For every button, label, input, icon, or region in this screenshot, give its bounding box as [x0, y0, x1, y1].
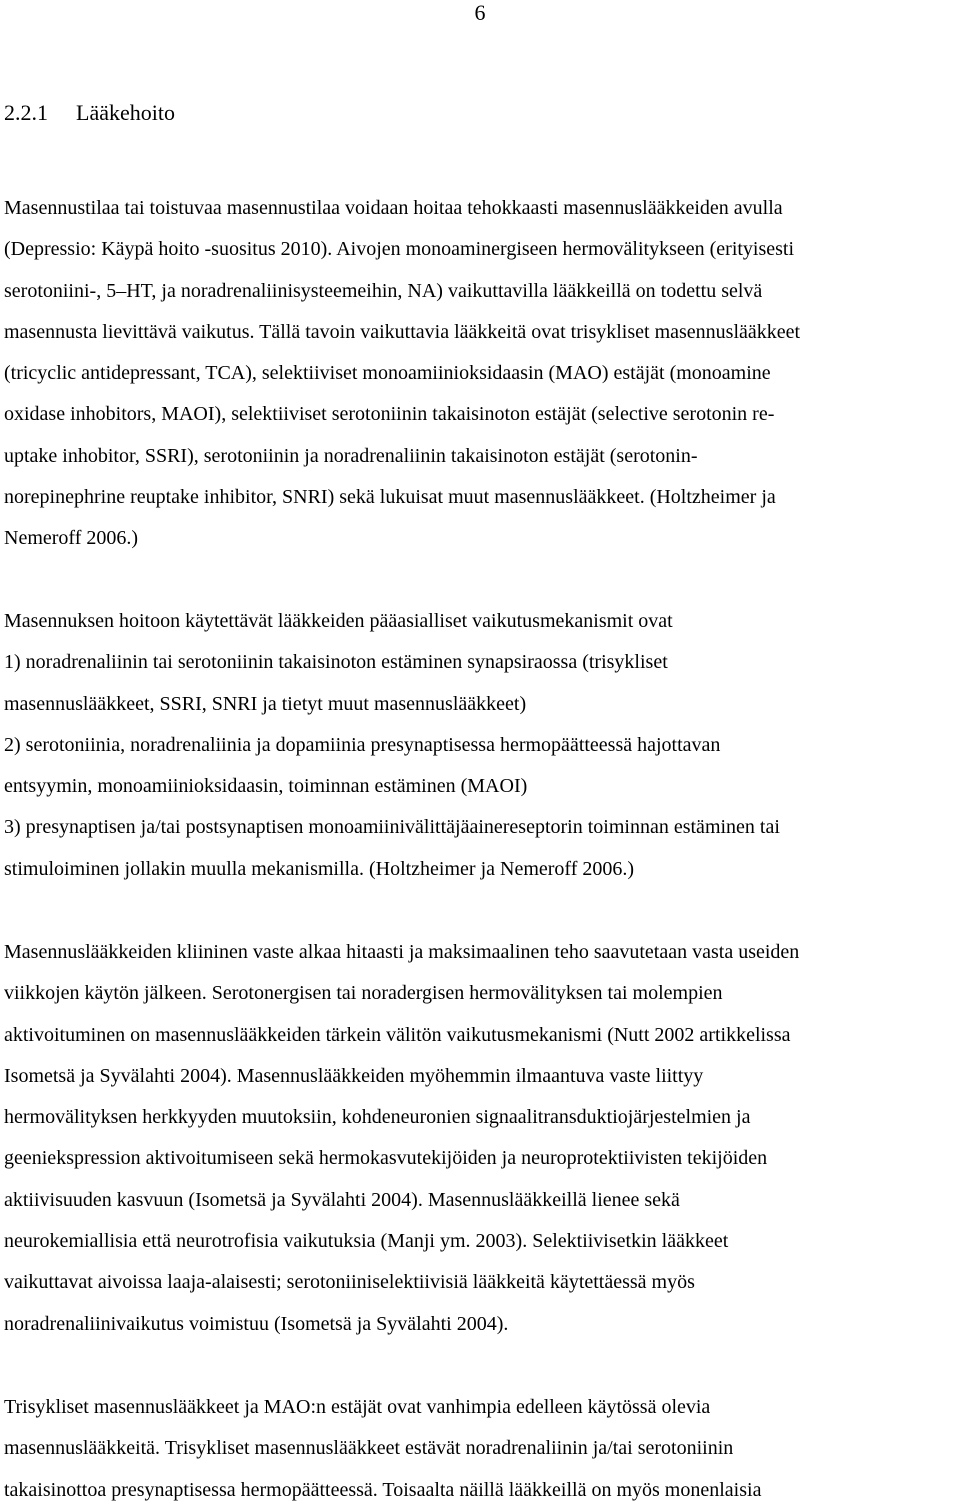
- text-line: serotoniini-, 5–HT, ja noradrenaliinisysteemeihin, NA) vaikuttavilla lääkkeillä on todettu selvä: [4, 279, 763, 302]
- text-line: masennuslääkkeet, SSRI, SNRI ja tietyt muut masennuslääkkeet): [4, 692, 527, 715]
- text-line: norepinephrine reuptake inhibitor, SNRI) sekä lukuisat muut masennuslääkkeet. (Holtzheimer ja: [4, 486, 776, 509]
- paragraph-tricyclics: [4, 1387, 761, 1511]
- paragraph-clinical-response: [4, 932, 799, 1345]
- text-line: geeniekspression aktivoitumiseen sekä hermokasvutekijöiden ja neuroprotektiivisten tekijöiden: [4, 1147, 768, 1170]
- text-line: (Depressio: Käypä hoito -suositus 2010). Aivojen monoaminergiseen hermovälitykseen (erityisesti: [4, 238, 795, 261]
- text-line: aktivoituminen on masennuslääkkeiden tärkein välitön vaikutusmekanismi (Nutt 2002 artikkelissa: [4, 1023, 791, 1046]
- text-line: uptake inhobitor, SSRI), serotoniinin ja noradrenaliinin takaisinoton estäjät (serotonin-: [4, 444, 698, 467]
- section-number: 2.2.1: [4, 100, 48, 125]
- text-line: masennusta lievittävä vaikutus. Tällä tavoin vaikuttavia lääkkeitä ovat trisykliset masennuslääkkeet: [4, 320, 801, 343]
- text-line: noradrenaliinivaikutus voimistuu (Isometsä ja Syvälahti 2004).: [4, 1312, 509, 1335]
- text-line: 2) serotoniinia, noradrenaliinia ja dopamiinia presynaptisessa hermopäätteessä hajottavan: [4, 733, 721, 756]
- text-line: Isometsä ja Syvälahti 2004). Masennuslääkkeiden myöhemmin ilmaantuva vaste liittyy: [4, 1064, 704, 1087]
- text-line: takaisinottoa presynaptisessa hermopäätteessä. Toisaalta näillä lääkkeillä on myös monenlaisia: [4, 1478, 762, 1501]
- text-line: oxidase inhobitors, MAOI), selektiiviset serotoniinin takaisinoton estäjät (selective serotonin re-: [4, 403, 775, 426]
- section-heading: [4, 99, 175, 127]
- paragraph-drug-treatment-intro: [4, 188, 800, 560]
- paragraph-mechanisms: [4, 601, 780, 890]
- text-line: (tricyclic antidepressant, TCA), selektiiviset monoamiinioksidaasin (MAO) estäjät (monoamine: [4, 362, 771, 385]
- text-line: aktiivisuuden kasvuun (Isometsä ja Syvälahti 2004). Masennuslääkkeillä lienee sekä: [4, 1188, 680, 1211]
- text-line: masennuslääkkeitä. Trisykliset masennuslääkkeet estävät noradrenaliinin ja/tai serotoniinin: [4, 1437, 734, 1460]
- text-line: entsyymin, monoamiinioksidaasin, toiminnan estäminen (MAOI): [4, 775, 528, 798]
- text-line: Masennuksen hoitoon käytettävät lääkkeiden pääasialliset vaikutusmekanismit ovat: [4, 610, 673, 632]
- text-line: Nemeroff 2006.): [4, 527, 139, 550]
- text-line: hermovälityksen herkkyyden muutoksiin, kohdeneuronien signaalitransduktiojärjestelmien ja: [4, 1106, 751, 1129]
- text-line: neurokemiallisia että neurotrofisia vaikutuksia (Manji ym. 2003). Selektiivisetkin lääkkeet: [4, 1230, 729, 1253]
- text-line: Masennuslääkkeiden kliininen vaste alkaa hitaasti ja maksimaalinen teho saavutetaan vasta useiden: [4, 941, 800, 963]
- text-line: 3) presynaptisen ja/tai postsynaptisen monoamiinivälittäjäainereseptorin toiminnan estäminen tai: [4, 816, 780, 839]
- text-line: viikkojen käytön jälkeen. Serotonergisen tai noradergisen hermovälityksen tai molempien: [4, 982, 723, 1005]
- text-line: Trisykliset masennuslääkkeet ja MAO:n estäjät ovat vanhimpia edelleen käytössä olevia: [4, 1396, 711, 1418]
- page-number: 6: [474, 0, 486, 25]
- text-line: vaikuttavat aivoissa laaja-alaisesti; serotoniiniselektiivisiä lääkkeitä käytettäessä myös: [4, 1271, 695, 1294]
- text-line: Masennustilaa tai toistuvaa masennustilaa voidaan hoitaa tehokkaasti masennuslääkkeiden avulla: [4, 197, 783, 219]
- section-title: Lääkehoito: [76, 100, 175, 125]
- text-line: stimuloiminen jollakin muulla mekanismilla. (Holtzheimer ja Nemeroff 2006.): [4, 857, 635, 880]
- text-line: 1) noradrenaliinin tai serotoniinin takaisinoton estäminen synapsiraossa (trisykliset: [4, 651, 668, 674]
